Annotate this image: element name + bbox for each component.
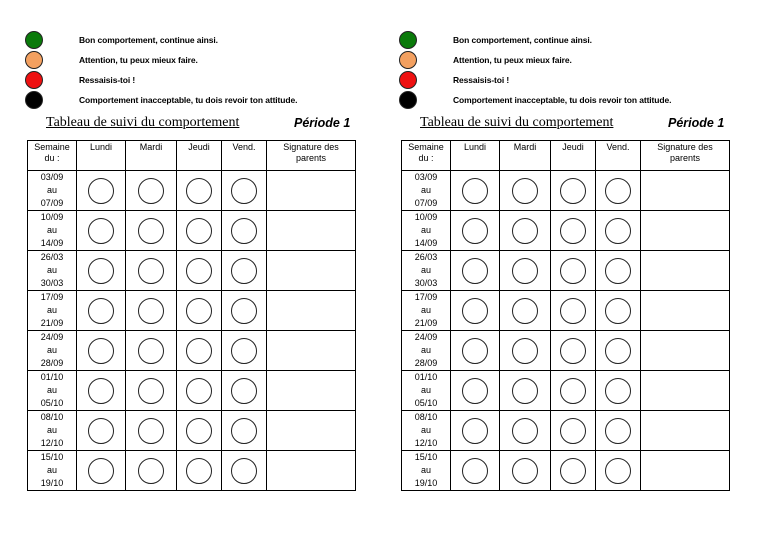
- week-cell: [28, 411, 77, 451]
- legend-label: Bon comportement, continue ainsi.: [453, 35, 592, 45]
- day-cell: [222, 411, 267, 451]
- empty-circle-icon[interactable]: [560, 458, 586, 484]
- day-cell: [177, 411, 222, 451]
- empty-circle-icon[interactable]: [186, 338, 212, 364]
- empty-circle-icon[interactable]: [138, 218, 164, 244]
- day-cell: [77, 371, 126, 411]
- table-row: [402, 411, 730, 451]
- day-cell: [551, 171, 596, 211]
- empty-circle-icon[interactable]: [186, 258, 212, 284]
- day-cell: [500, 251, 551, 291]
- day-cell: [596, 211, 641, 251]
- empty-circle-icon[interactable]: [186, 378, 212, 404]
- week-end: 12/10: [414, 438, 438, 448]
- black-circle-icon: [399, 91, 417, 109]
- week-sep: au: [420, 225, 431, 235]
- signature-cell[interactable]: [267, 411, 356, 451]
- column-header: Signature des parents: [267, 141, 356, 171]
- day-cell: [551, 211, 596, 251]
- column-header: Semaine du :: [402, 141, 451, 171]
- week-end: 28/09: [414, 358, 438, 368]
- empty-circle-icon[interactable]: [462, 178, 488, 204]
- day-cell: [551, 411, 596, 451]
- week-end: 05/10: [414, 398, 438, 408]
- day-cell: [596, 451, 641, 491]
- day-cell: [596, 371, 641, 411]
- week-sep: au: [420, 265, 431, 275]
- week-cell: [28, 451, 77, 491]
- empty-circle-icon[interactable]: [512, 218, 538, 244]
- green-circle-icon: [399, 31, 417, 49]
- page-title: Tableau de suivi du comportement: [420, 115, 614, 130]
- day-cell: [551, 451, 596, 491]
- table-row: [28, 371, 356, 411]
- empty-circle-icon[interactable]: [138, 298, 164, 324]
- week-cell: [28, 251, 77, 291]
- day-cell: [126, 251, 177, 291]
- table-row: [402, 371, 730, 411]
- table-row: [402, 211, 730, 251]
- empty-circle-icon[interactable]: [512, 178, 538, 204]
- legend-label: Bon comportement, continue ainsi.: [79, 35, 218, 45]
- signature-cell[interactable]: [267, 211, 356, 251]
- week-start: 01/10: [414, 372, 438, 382]
- empty-circle-icon[interactable]: [605, 178, 631, 204]
- week-sep: au: [46, 185, 57, 195]
- day-cell: [451, 291, 500, 331]
- day-cell: [126, 371, 177, 411]
- week-end: 19/10: [414, 478, 438, 488]
- week-sep: au: [420, 345, 431, 355]
- week-sep: au: [420, 185, 431, 195]
- day-cell: [596, 331, 641, 371]
- empty-circle-icon[interactable]: [512, 298, 538, 324]
- empty-circle-icon[interactable]: [462, 218, 488, 244]
- empty-circle-icon[interactable]: [88, 458, 114, 484]
- week-start: 10/09: [414, 212, 438, 222]
- day-cell: [500, 451, 551, 491]
- table-row: [28, 291, 356, 331]
- signature-cell[interactable]: [641, 291, 730, 331]
- empty-circle-icon[interactable]: [560, 298, 586, 324]
- empty-circle-icon[interactable]: [605, 458, 631, 484]
- orange-circle-icon: [399, 51, 417, 69]
- signature-cell[interactable]: [641, 171, 730, 211]
- week-cell: [28, 291, 77, 331]
- day-cell: [77, 251, 126, 291]
- column-header: Vend.: [222, 141, 267, 171]
- empty-circle-icon[interactable]: [231, 458, 257, 484]
- week-sep: au: [46, 305, 57, 315]
- behavior-table: [401, 140, 730, 491]
- day-cell: [177, 211, 222, 251]
- day-cell: [500, 211, 551, 251]
- table-row: [28, 411, 356, 451]
- table-header-row: [402, 141, 730, 171]
- empty-circle-icon[interactable]: [88, 378, 114, 404]
- empty-circle-icon[interactable]: [138, 338, 164, 364]
- empty-circle-icon[interactable]: [138, 258, 164, 284]
- day-cell: [451, 211, 500, 251]
- week-start: 10/09: [40, 212, 64, 222]
- week-start: 08/10: [414, 412, 438, 422]
- empty-circle-icon[interactable]: [560, 338, 586, 364]
- empty-circle-icon[interactable]: [605, 418, 631, 444]
- empty-circle-icon[interactable]: [231, 378, 257, 404]
- day-cell: [500, 411, 551, 451]
- week-end: 28/09: [40, 358, 64, 368]
- day-cell: [451, 411, 500, 451]
- empty-circle-icon[interactable]: [88, 178, 114, 204]
- day-cell: [596, 171, 641, 211]
- day-cell: [77, 211, 126, 251]
- day-cell: [451, 371, 500, 411]
- week-sep: au: [46, 465, 57, 475]
- week-sep: au: [46, 265, 57, 275]
- column-header: Mardi: [126, 141, 177, 171]
- week-cell: [28, 371, 77, 411]
- day-cell: [596, 411, 641, 451]
- empty-circle-icon[interactable]: [138, 378, 164, 404]
- empty-circle-icon[interactable]: [512, 458, 538, 484]
- week-sep: au: [46, 385, 57, 395]
- week-cell: [402, 371, 451, 411]
- week-end: 05/10: [40, 398, 64, 408]
- signature-cell[interactable]: [267, 291, 356, 331]
- green-circle-icon: [25, 31, 43, 49]
- day-cell: [451, 331, 500, 371]
- signature-cell[interactable]: [641, 211, 730, 251]
- week-sep: au: [420, 385, 431, 395]
- day-cell: [222, 371, 267, 411]
- week-end: 21/09: [414, 318, 438, 328]
- empty-circle-icon[interactable]: [186, 298, 212, 324]
- table-header-row: [28, 141, 356, 171]
- empty-circle-icon[interactable]: [138, 458, 164, 484]
- week-start: 17/09: [40, 292, 64, 302]
- day-cell: [126, 211, 177, 251]
- day-cell: [222, 451, 267, 491]
- day-cell: [77, 451, 126, 491]
- week-cell: [402, 171, 451, 211]
- day-cell: [222, 251, 267, 291]
- week-cell: [28, 211, 77, 251]
- column-header: Semaine du :: [28, 141, 77, 171]
- day-cell: [177, 371, 222, 411]
- signature-cell[interactable]: [641, 411, 730, 451]
- week-start: 24/09: [414, 332, 438, 342]
- empty-circle-icon[interactable]: [186, 458, 212, 484]
- black-circle-icon: [25, 91, 43, 109]
- week-start: 26/03: [414, 252, 438, 262]
- day-cell: [596, 251, 641, 291]
- empty-circle-icon[interactable]: [88, 218, 114, 244]
- week-start: 03/09: [40, 172, 64, 182]
- week-start: 01/10: [40, 372, 64, 382]
- signature-cell[interactable]: [267, 451, 356, 491]
- signature-cell[interactable]: [641, 371, 730, 411]
- table-row: [402, 251, 730, 291]
- empty-circle-icon[interactable]: [512, 258, 538, 284]
- column-header: Jeudi: [551, 141, 596, 171]
- day-cell: [551, 371, 596, 411]
- day-cell: [596, 291, 641, 331]
- table-row: [28, 251, 356, 291]
- legend-label: Ressaisis-toi !: [453, 75, 510, 85]
- table-row: [402, 331, 730, 371]
- week-end: 12/10: [40, 438, 64, 448]
- empty-circle-icon[interactable]: [186, 178, 212, 204]
- empty-circle-icon[interactable]: [462, 258, 488, 284]
- empty-circle-icon[interactable]: [605, 338, 631, 364]
- orange-circle-icon: [25, 51, 43, 69]
- empty-circle-icon[interactable]: [231, 298, 257, 324]
- week-sep: au: [420, 305, 431, 315]
- column-header: Vend.: [596, 141, 641, 171]
- behavior-table: [27, 140, 356, 491]
- day-cell: [126, 291, 177, 331]
- day-cell: [126, 411, 177, 451]
- day-cell: [551, 331, 596, 371]
- signature-cell[interactable]: [641, 331, 730, 371]
- week-cell: [28, 331, 77, 371]
- week-cell: [402, 411, 451, 451]
- day-cell: [551, 251, 596, 291]
- signature-cell[interactable]: [267, 251, 356, 291]
- empty-circle-icon[interactable]: [560, 418, 586, 444]
- day-cell: [500, 331, 551, 371]
- week-end: 14/09: [40, 238, 64, 248]
- week-cell: [402, 251, 451, 291]
- week-start: 26/03: [40, 252, 64, 262]
- empty-circle-icon[interactable]: [231, 418, 257, 444]
- empty-circle-icon[interactable]: [512, 418, 538, 444]
- empty-circle-icon[interactable]: [231, 218, 257, 244]
- week-end: 30/03: [40, 278, 64, 288]
- signature-cell[interactable]: [641, 451, 730, 491]
- legend-label: Comportement inacceptable, tu dois revoir ton attitude.: [453, 95, 672, 105]
- week-end: 07/09: [40, 198, 64, 208]
- day-cell: [222, 171, 267, 211]
- empty-circle-icon[interactable]: [231, 258, 257, 284]
- day-cell: [177, 291, 222, 331]
- day-cell: [177, 251, 222, 291]
- week-start: 03/09: [414, 172, 438, 182]
- empty-circle-icon[interactable]: [88, 418, 114, 444]
- empty-circle-icon[interactable]: [560, 258, 586, 284]
- day-cell: [77, 331, 126, 371]
- table-row: [28, 171, 356, 211]
- day-cell: [451, 451, 500, 491]
- week-cell: [402, 291, 451, 331]
- week-cell: [402, 211, 451, 251]
- week-sep: au: [46, 345, 57, 355]
- empty-circle-icon[interactable]: [231, 178, 257, 204]
- empty-circle-icon[interactable]: [186, 218, 212, 244]
- table-row: [28, 451, 356, 491]
- day-cell: [126, 451, 177, 491]
- legend-label: Attention, tu peux mieux faire.: [453, 55, 572, 65]
- day-cell: [222, 211, 267, 251]
- empty-circle-icon[interactable]: [462, 458, 488, 484]
- week-start: 24/09: [40, 332, 64, 342]
- day-cell: [500, 171, 551, 211]
- legend-label: Ressaisis-toi !: [79, 75, 136, 85]
- day-cell: [451, 171, 500, 211]
- week-end: 19/10: [40, 478, 64, 488]
- table-row: [28, 331, 356, 371]
- day-cell: [77, 411, 126, 451]
- day-cell: [126, 171, 177, 211]
- week-sep: au: [420, 465, 431, 475]
- day-cell: [126, 331, 177, 371]
- empty-circle-icon[interactable]: [512, 378, 538, 404]
- week-start: 17/09: [414, 292, 438, 302]
- signature-cell[interactable]: [641, 251, 730, 291]
- empty-circle-icon[interactable]: [605, 298, 631, 324]
- day-cell: [222, 291, 267, 331]
- week-end: 30/03: [414, 278, 438, 288]
- empty-circle-icon[interactable]: [88, 298, 114, 324]
- period-label: Période 1: [294, 116, 351, 130]
- empty-circle-icon[interactable]: [462, 378, 488, 404]
- week-cell: [28, 171, 77, 211]
- column-header: Mardi: [500, 141, 551, 171]
- week-start: 15/10: [40, 452, 64, 462]
- red-circle-icon: [25, 71, 43, 89]
- week-end: 07/09: [414, 198, 438, 208]
- day-cell: [451, 251, 500, 291]
- empty-circle-icon[interactable]: [560, 178, 586, 204]
- empty-circle-icon[interactable]: [462, 298, 488, 324]
- week-sep: au: [46, 425, 57, 435]
- empty-circle-icon[interactable]: [88, 338, 114, 364]
- empty-circle-icon[interactable]: [138, 418, 164, 444]
- empty-circle-icon[interactable]: [138, 178, 164, 204]
- week-start: 08/10: [40, 412, 64, 422]
- empty-circle-icon[interactable]: [512, 338, 538, 364]
- week-sep: au: [420, 425, 431, 435]
- empty-circle-icon[interactable]: [605, 258, 631, 284]
- empty-circle-icon[interactable]: [462, 418, 488, 444]
- day-cell: [177, 331, 222, 371]
- sheet-right: [374, 0, 758, 543]
- page-title: Tableau de suivi du comportement: [46, 115, 240, 130]
- day-cell: [177, 171, 222, 211]
- week-cell: [402, 331, 451, 371]
- week-start: 15/10: [414, 452, 438, 462]
- table-row: [402, 291, 730, 331]
- week-sep: au: [46, 225, 57, 235]
- day-cell: [551, 291, 596, 331]
- column-header: Signature des parents: [641, 141, 730, 171]
- empty-circle-icon[interactable]: [186, 418, 212, 444]
- week-end: 14/09: [414, 238, 438, 248]
- signature-cell[interactable]: [267, 171, 356, 211]
- period-label: Période 1: [668, 116, 725, 130]
- signature-cell[interactable]: [267, 331, 356, 371]
- column-header: Lundi: [451, 141, 500, 171]
- signature-cell[interactable]: [267, 371, 356, 411]
- table-row: [402, 171, 730, 211]
- legend-label: Attention, tu peux mieux faire.: [79, 55, 198, 65]
- table-row: [28, 211, 356, 251]
- day-cell: [500, 371, 551, 411]
- empty-circle-icon[interactable]: [88, 258, 114, 284]
- day-cell: [500, 291, 551, 331]
- red-circle-icon: [399, 71, 417, 89]
- empty-circle-icon[interactable]: [231, 338, 257, 364]
- day-cell: [177, 451, 222, 491]
- week-end: 21/09: [40, 318, 64, 328]
- column-header: Lundi: [77, 141, 126, 171]
- legend-label: Comportement inacceptable, tu dois revoir ton attitude.: [79, 95, 298, 105]
- week-cell: [402, 451, 451, 491]
- day-cell: [77, 171, 126, 211]
- table-row: [402, 451, 730, 491]
- day-cell: [222, 331, 267, 371]
- column-header: Jeudi: [177, 141, 222, 171]
- day-cell: [77, 291, 126, 331]
- empty-circle-icon[interactable]: [605, 378, 631, 404]
- empty-circle-icon[interactable]: [560, 218, 586, 244]
- empty-circle-icon[interactable]: [462, 338, 488, 364]
- empty-circle-icon[interactable]: [605, 218, 631, 244]
- empty-circle-icon[interactable]: [560, 378, 586, 404]
